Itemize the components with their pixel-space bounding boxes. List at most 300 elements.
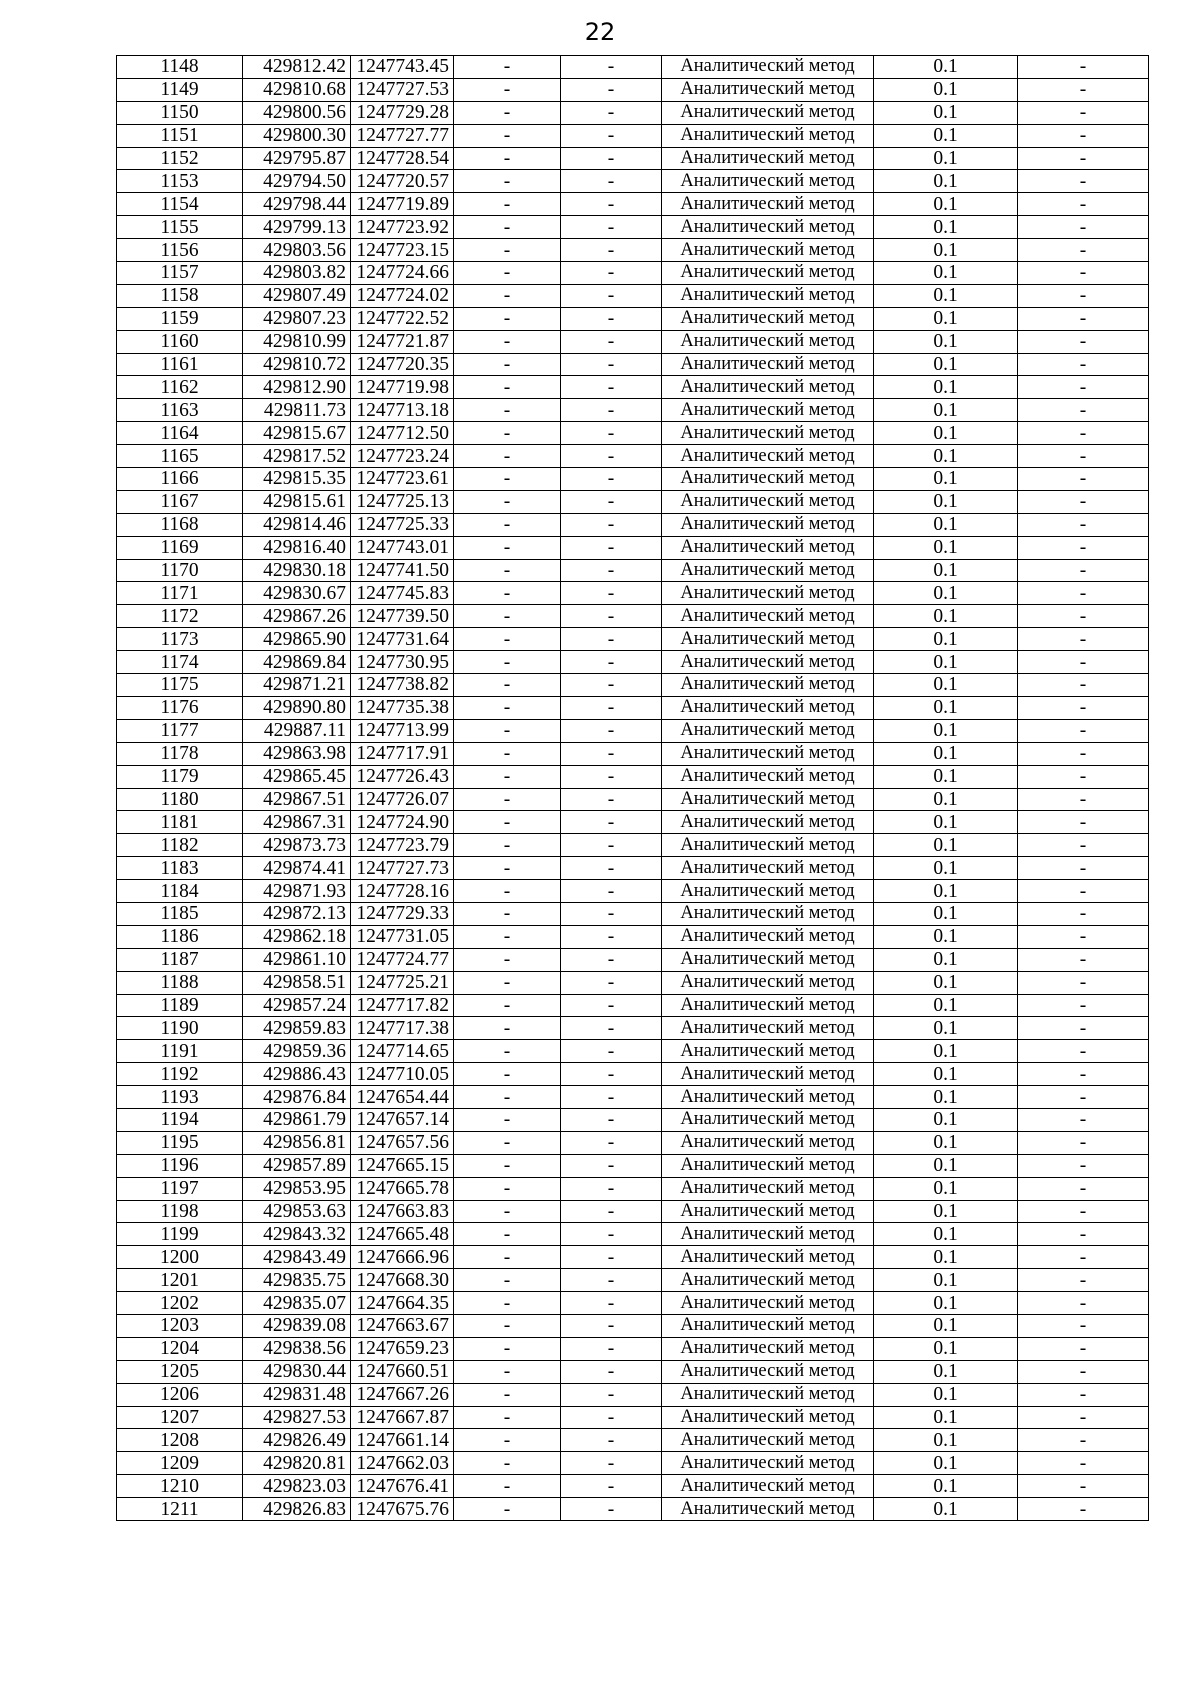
y-coordinate-cell: 1247727.53 [351, 78, 454, 101]
point-number-cell: 1151 [117, 124, 243, 147]
blank-cell-2: - [561, 1108, 662, 1131]
accuracy-cell: 0.1 [874, 468, 1018, 491]
accuracy-cell: 0.1 [874, 788, 1018, 811]
table-row [117, 1063, 1149, 1086]
point-number-cell: 1188 [117, 971, 243, 994]
accuracy-cell: 0.1 [874, 902, 1018, 925]
blank-cell-3: - [1018, 696, 1149, 719]
blank-cell-3: - [1018, 124, 1149, 147]
blank-cell-3: - [1018, 880, 1149, 903]
blank-cell-3: - [1018, 857, 1149, 880]
blank-cell-1: - [454, 971, 561, 994]
y-coordinate-cell: 1247726.07 [351, 788, 454, 811]
blank-cell-1: - [454, 1086, 561, 1109]
y-coordinate-cell: 1247657.14 [351, 1108, 454, 1131]
accuracy-cell: 0.1 [874, 1314, 1018, 1337]
accuracy-cell: 0.1 [874, 1063, 1018, 1086]
point-number-cell: 1177 [117, 719, 243, 742]
blank-cell-3: - [1018, 422, 1149, 445]
blank-cell-1: - [454, 674, 561, 697]
method-cell: Аналитический метод [662, 170, 874, 193]
method-cell: Аналитический метод [662, 1360, 874, 1383]
x-coordinate-cell: 429812.42 [243, 56, 351, 79]
blank-cell-1: - [454, 422, 561, 445]
x-coordinate-cell: 429826.83 [243, 1498, 351, 1521]
blank-cell-3: - [1018, 1017, 1149, 1040]
accuracy-cell: 0.1 [874, 307, 1018, 330]
blank-cell-2: - [561, 1063, 662, 1086]
blank-cell-2: - [561, 1086, 662, 1109]
table-row [117, 834, 1149, 857]
point-number-cell: 1158 [117, 284, 243, 307]
y-coordinate-cell: 1247667.87 [351, 1406, 454, 1429]
blank-cell-3: - [1018, 1475, 1149, 1498]
blank-cell-3: - [1018, 1040, 1149, 1063]
blank-cell-2: - [561, 216, 662, 239]
point-number-cell: 1164 [117, 422, 243, 445]
x-coordinate-cell: 429835.07 [243, 1292, 351, 1315]
point-number-cell: 1183 [117, 857, 243, 880]
blank-cell-1: - [454, 376, 561, 399]
y-coordinate-cell: 1247735.38 [351, 696, 454, 719]
table-row [117, 628, 1149, 651]
point-number-cell: 1198 [117, 1200, 243, 1223]
blank-cell-2: - [561, 1269, 662, 1292]
table-row [117, 674, 1149, 697]
method-cell: Аналитический метод [662, 1314, 874, 1337]
blank-cell-3: - [1018, 445, 1149, 468]
blank-cell-2: - [561, 353, 662, 376]
blank-cell-3: - [1018, 490, 1149, 513]
y-coordinate-cell: 1247676.41 [351, 1475, 454, 1498]
blank-cell-1: - [454, 490, 561, 513]
point-number-cell: 1210 [117, 1475, 243, 1498]
blank-cell-1: - [454, 1337, 561, 1360]
accuracy-cell: 0.1 [874, 1086, 1018, 1109]
table-row [117, 1292, 1149, 1315]
accuracy-cell: 0.1 [874, 1383, 1018, 1406]
point-number-cell: 1163 [117, 399, 243, 422]
accuracy-cell: 0.1 [874, 262, 1018, 285]
y-coordinate-cell: 1247659.23 [351, 1337, 454, 1360]
blank-cell-3: - [1018, 147, 1149, 170]
x-coordinate-cell: 429838.56 [243, 1337, 351, 1360]
method-cell: Аналитический метод [662, 559, 874, 582]
y-coordinate-cell: 1247724.77 [351, 948, 454, 971]
method-cell: Аналитический метод [662, 147, 874, 170]
method-cell: Аналитический метод [662, 719, 874, 742]
method-cell: Аналитический метод [662, 1292, 874, 1315]
blank-cell-3: - [1018, 1360, 1149, 1383]
y-coordinate-cell: 1247713.99 [351, 719, 454, 742]
y-coordinate-cell: 1247720.57 [351, 170, 454, 193]
x-coordinate-cell: 429812.90 [243, 376, 351, 399]
accuracy-cell: 0.1 [874, 742, 1018, 765]
point-number-cell: 1152 [117, 147, 243, 170]
blank-cell-3: - [1018, 262, 1149, 285]
blank-cell-2: - [561, 1154, 662, 1177]
y-coordinate-cell: 1247665.15 [351, 1154, 454, 1177]
method-cell: Аналитический метод [662, 193, 874, 216]
table-row [117, 307, 1149, 330]
x-coordinate-cell: 429853.95 [243, 1177, 351, 1200]
blank-cell-3: - [1018, 376, 1149, 399]
method-cell: Аналитический метод [662, 902, 874, 925]
point-number-cell: 1178 [117, 742, 243, 765]
blank-cell-2: - [561, 719, 662, 742]
blank-cell-3: - [1018, 811, 1149, 834]
y-coordinate-cell: 1247662.03 [351, 1452, 454, 1475]
method-cell: Аналитический метод [662, 696, 874, 719]
accuracy-cell: 0.1 [874, 1360, 1018, 1383]
table-row [117, 330, 1149, 353]
accuracy-cell: 0.1 [874, 1131, 1018, 1154]
accuracy-cell: 0.1 [874, 1406, 1018, 1429]
blank-cell-1: - [454, 216, 561, 239]
page-number: 22 [584, 18, 616, 46]
y-coordinate-cell: 1247731.05 [351, 925, 454, 948]
blank-cell-2: - [561, 994, 662, 1017]
x-coordinate-cell: 429815.67 [243, 422, 351, 445]
blank-cell-1: - [454, 307, 561, 330]
table-row [117, 536, 1149, 559]
blank-cell-3: - [1018, 56, 1149, 79]
blank-cell-3: - [1018, 719, 1149, 742]
table-row [117, 788, 1149, 811]
point-number-cell: 1176 [117, 696, 243, 719]
blank-cell-2: - [561, 742, 662, 765]
blank-cell-1: - [454, 1452, 561, 1475]
table-row [117, 857, 1149, 880]
method-cell: Аналитический метод [662, 880, 874, 903]
point-number-cell: 1166 [117, 468, 243, 491]
blank-cell-2: - [561, 925, 662, 948]
accuracy-cell: 0.1 [874, 513, 1018, 536]
table-row [117, 1177, 1149, 1200]
y-coordinate-cell: 1247663.67 [351, 1314, 454, 1337]
blank-cell-3: - [1018, 1086, 1149, 1109]
y-coordinate-cell: 1247723.61 [351, 468, 454, 491]
blank-cell-2: - [561, 696, 662, 719]
x-coordinate-cell: 429810.72 [243, 353, 351, 376]
method-cell: Аналитический метод [662, 788, 874, 811]
coordinates-table [116, 55, 1149, 1521]
method-cell: Аналитический метод [662, 124, 874, 147]
table-row [117, 216, 1149, 239]
blank-cell-3: - [1018, 284, 1149, 307]
accuracy-cell: 0.1 [874, 857, 1018, 880]
x-coordinate-cell: 429810.68 [243, 78, 351, 101]
table-row [117, 902, 1149, 925]
blank-cell-1: - [454, 1108, 561, 1131]
y-coordinate-cell: 1247728.16 [351, 880, 454, 903]
blank-cell-1: - [454, 536, 561, 559]
table-row [117, 1498, 1149, 1521]
table-row [117, 513, 1149, 536]
blank-cell-2: - [561, 262, 662, 285]
table-row [117, 605, 1149, 628]
point-number-cell: 1193 [117, 1086, 243, 1109]
table-row [117, 445, 1149, 468]
accuracy-cell: 0.1 [874, 880, 1018, 903]
x-coordinate-cell: 429810.99 [243, 330, 351, 353]
blank-cell-3: - [1018, 925, 1149, 948]
blank-cell-3: - [1018, 674, 1149, 697]
accuracy-cell: 0.1 [874, 765, 1018, 788]
point-number-cell: 1186 [117, 925, 243, 948]
accuracy-cell: 0.1 [874, 1108, 1018, 1131]
table-row [117, 742, 1149, 765]
x-coordinate-cell: 429867.26 [243, 605, 351, 628]
point-number-cell: 1187 [117, 948, 243, 971]
blank-cell-3: - [1018, 605, 1149, 628]
accuracy-cell: 0.1 [874, 1269, 1018, 1292]
point-number-cell: 1175 [117, 674, 243, 697]
y-coordinate-cell: 1247665.48 [351, 1223, 454, 1246]
blank-cell-3: - [1018, 468, 1149, 491]
blank-cell-1: - [454, 628, 561, 651]
blank-cell-3: - [1018, 536, 1149, 559]
blank-cell-3: - [1018, 1269, 1149, 1292]
blank-cell-2: - [561, 765, 662, 788]
table-row [117, 1017, 1149, 1040]
blank-cell-1: - [454, 834, 561, 857]
y-coordinate-cell: 1247713.18 [351, 399, 454, 422]
blank-cell-3: - [1018, 1108, 1149, 1131]
y-coordinate-cell: 1247730.95 [351, 651, 454, 674]
blank-cell-2: - [561, 1360, 662, 1383]
point-number-cell: 1181 [117, 811, 243, 834]
blank-cell-1: - [454, 124, 561, 147]
table-body [117, 56, 1149, 1521]
method-cell: Аналитический метод [662, 628, 874, 651]
blank-cell-1: - [454, 742, 561, 765]
point-number-cell: 1167 [117, 490, 243, 513]
blank-cell-1: - [454, 880, 561, 903]
blank-cell-3: - [1018, 513, 1149, 536]
method-cell: Аналитический метод [662, 1406, 874, 1429]
point-number-cell: 1149 [117, 78, 243, 101]
blank-cell-3: - [1018, 101, 1149, 124]
blank-cell-2: - [561, 101, 662, 124]
blank-cell-3: - [1018, 1154, 1149, 1177]
table-row [117, 1314, 1149, 1337]
x-coordinate-cell: 429871.21 [243, 674, 351, 697]
y-coordinate-cell: 1247665.78 [351, 1177, 454, 1200]
blank-cell-2: - [561, 674, 662, 697]
x-coordinate-cell: 429859.36 [243, 1040, 351, 1063]
x-coordinate-cell: 429865.45 [243, 765, 351, 788]
blank-cell-3: - [1018, 1177, 1149, 1200]
method-cell: Аналитический метод [662, 445, 874, 468]
blank-cell-2: - [561, 788, 662, 811]
y-coordinate-cell: 1247726.43 [351, 765, 454, 788]
table-row [117, 994, 1149, 1017]
blank-cell-2: - [561, 193, 662, 216]
method-cell: Аналитический метод [662, 582, 874, 605]
accuracy-cell: 0.1 [874, 422, 1018, 445]
x-coordinate-cell: 429865.90 [243, 628, 351, 651]
blank-cell-1: - [454, 788, 561, 811]
method-cell: Аналитический метод [662, 353, 874, 376]
method-cell: Аналитический метод [662, 1223, 874, 1246]
point-number-cell: 1162 [117, 376, 243, 399]
y-coordinate-cell: 1247710.05 [351, 1063, 454, 1086]
accuracy-cell: 0.1 [874, 1337, 1018, 1360]
point-number-cell: 1172 [117, 605, 243, 628]
x-coordinate-cell: 429800.30 [243, 124, 351, 147]
point-number-cell: 1156 [117, 239, 243, 262]
blank-cell-2: - [561, 56, 662, 79]
y-coordinate-cell: 1247719.98 [351, 376, 454, 399]
blank-cell-3: - [1018, 1452, 1149, 1475]
accuracy-cell: 0.1 [874, 445, 1018, 468]
accuracy-cell: 0.1 [874, 605, 1018, 628]
y-coordinate-cell: 1247668.30 [351, 1269, 454, 1292]
blank-cell-3: - [1018, 628, 1149, 651]
blank-cell-1: - [454, 1017, 561, 1040]
point-number-cell: 1205 [117, 1360, 243, 1383]
x-coordinate-cell: 429827.53 [243, 1406, 351, 1429]
table-row [117, 1383, 1149, 1406]
method-cell: Аналитический метод [662, 56, 874, 79]
x-coordinate-cell: 429861.10 [243, 948, 351, 971]
method-cell: Аналитический метод [662, 651, 874, 674]
blank-cell-2: - [561, 605, 662, 628]
x-coordinate-cell: 429831.48 [243, 1383, 351, 1406]
table-row [117, 56, 1149, 79]
x-coordinate-cell: 429859.83 [243, 1017, 351, 1040]
blank-cell-1: - [454, 239, 561, 262]
y-coordinate-cell: 1247720.35 [351, 353, 454, 376]
method-cell: Аналитический метод [662, 971, 874, 994]
y-coordinate-cell: 1247714.65 [351, 1040, 454, 1063]
blank-cell-3: - [1018, 78, 1149, 101]
method-cell: Аналитический метод [662, 994, 874, 1017]
x-coordinate-cell: 429817.52 [243, 445, 351, 468]
y-coordinate-cell: 1247657.56 [351, 1131, 454, 1154]
y-coordinate-cell: 1247721.87 [351, 330, 454, 353]
point-number-cell: 1191 [117, 1040, 243, 1063]
accuracy-cell: 0.1 [874, 674, 1018, 697]
y-coordinate-cell: 1247722.52 [351, 307, 454, 330]
table-row [117, 948, 1149, 971]
x-coordinate-cell: 429862.18 [243, 925, 351, 948]
x-coordinate-cell: 429869.84 [243, 651, 351, 674]
accuracy-cell: 0.1 [874, 536, 1018, 559]
blank-cell-2: - [561, 124, 662, 147]
y-coordinate-cell: 1247727.77 [351, 124, 454, 147]
x-coordinate-cell: 429794.50 [243, 170, 351, 193]
accuracy-cell: 0.1 [874, 1040, 1018, 1063]
y-coordinate-cell: 1247743.01 [351, 536, 454, 559]
x-coordinate-cell: 429826.49 [243, 1429, 351, 1452]
x-coordinate-cell: 429807.49 [243, 284, 351, 307]
accuracy-cell: 0.1 [874, 1475, 1018, 1498]
table-row [117, 1131, 1149, 1154]
point-number-cell: 1195 [117, 1131, 243, 1154]
blank-cell-1: - [454, 513, 561, 536]
accuracy-cell: 0.1 [874, 1498, 1018, 1521]
method-cell: Аналитический метод [662, 1200, 874, 1223]
accuracy-cell: 0.1 [874, 719, 1018, 742]
y-coordinate-cell: 1247675.76 [351, 1498, 454, 1521]
blank-cell-1: - [454, 811, 561, 834]
blank-cell-1: - [454, 994, 561, 1017]
accuracy-cell: 0.1 [874, 101, 1018, 124]
y-coordinate-cell: 1247724.90 [351, 811, 454, 834]
blank-cell-2: - [561, 239, 662, 262]
blank-cell-2: - [561, 147, 662, 170]
point-number-cell: 1170 [117, 559, 243, 582]
blank-cell-1: - [454, 56, 561, 79]
x-coordinate-cell: 429830.67 [243, 582, 351, 605]
blank-cell-1: - [454, 696, 561, 719]
blank-cell-2: - [561, 170, 662, 193]
point-number-cell: 1207 [117, 1406, 243, 1429]
method-cell: Аналитический метод [662, 1017, 874, 1040]
blank-cell-1: - [454, 262, 561, 285]
blank-cell-1: - [454, 1063, 561, 1086]
blank-cell-3: - [1018, 582, 1149, 605]
accuracy-cell: 0.1 [874, 1200, 1018, 1223]
blank-cell-2: - [561, 971, 662, 994]
x-coordinate-cell: 429857.89 [243, 1154, 351, 1177]
table-row [117, 971, 1149, 994]
blank-cell-1: - [454, 582, 561, 605]
blank-cell-3: - [1018, 1429, 1149, 1452]
blank-cell-3: - [1018, 1246, 1149, 1269]
point-number-cell: 1197 [117, 1177, 243, 1200]
blank-cell-2: - [561, 1406, 662, 1429]
accuracy-cell: 0.1 [874, 353, 1018, 376]
x-coordinate-cell: 429874.41 [243, 857, 351, 880]
blank-cell-1: - [454, 857, 561, 880]
accuracy-cell: 0.1 [874, 330, 1018, 353]
x-coordinate-cell: 429856.81 [243, 1131, 351, 1154]
blank-cell-2: - [561, 1177, 662, 1200]
blank-cell-3: - [1018, 307, 1149, 330]
point-number-cell: 1194 [117, 1108, 243, 1131]
blank-cell-3: - [1018, 399, 1149, 422]
method-cell: Аналитический метод [662, 262, 874, 285]
method-cell: Аналитический метод [662, 742, 874, 765]
blank-cell-2: - [561, 880, 662, 903]
blank-cell-2: - [561, 1498, 662, 1521]
accuracy-cell: 0.1 [874, 1223, 1018, 1246]
point-number-cell: 1209 [117, 1452, 243, 1475]
blank-cell-1: - [454, 353, 561, 376]
accuracy-cell: 0.1 [874, 1292, 1018, 1315]
accuracy-cell: 0.1 [874, 193, 1018, 216]
blank-cell-3: - [1018, 559, 1149, 582]
x-coordinate-cell: 429830.44 [243, 1360, 351, 1383]
x-coordinate-cell: 429803.82 [243, 262, 351, 285]
table-row [117, 765, 1149, 788]
x-coordinate-cell: 429811.73 [243, 399, 351, 422]
point-number-cell: 1155 [117, 216, 243, 239]
blank-cell-2: - [561, 811, 662, 834]
method-cell: Аналитический метод [662, 1177, 874, 1200]
accuracy-cell: 0.1 [874, 1017, 1018, 1040]
y-coordinate-cell: 1247663.83 [351, 1200, 454, 1223]
blank-cell-3: - [1018, 330, 1149, 353]
blank-cell-2: - [561, 513, 662, 536]
blank-cell-1: - [454, 468, 561, 491]
method-cell: Аналитический метод [662, 1383, 874, 1406]
blank-cell-1: - [454, 147, 561, 170]
method-cell: Аналитический метод [662, 101, 874, 124]
